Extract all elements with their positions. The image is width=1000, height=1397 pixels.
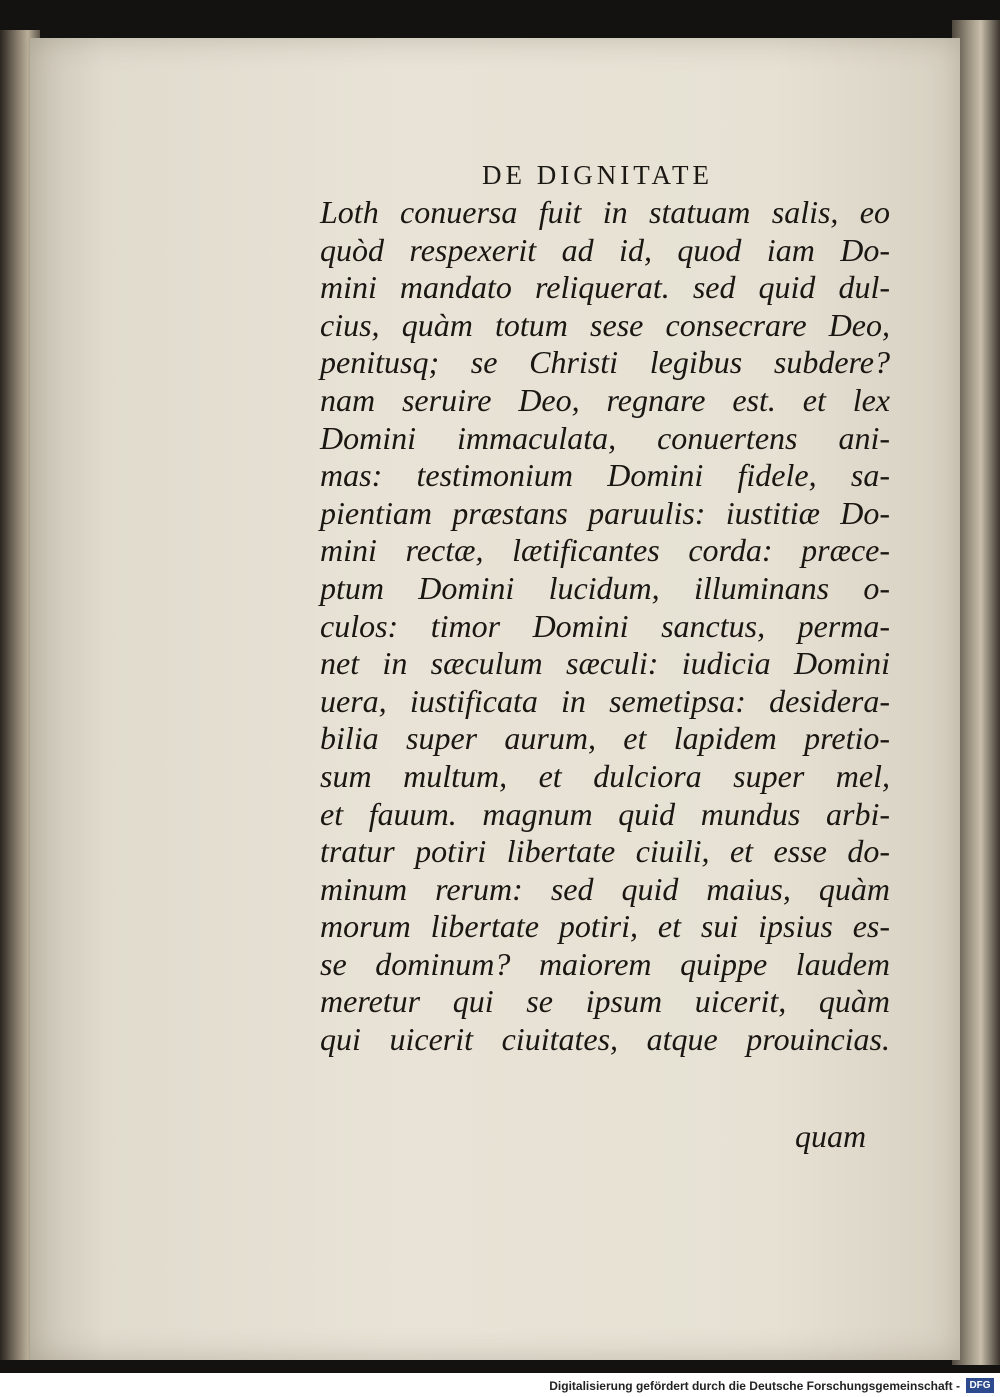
text-line: morum libertate potiri, et sui ipsius es- [320, 908, 890, 945]
text-line: penitusq; se Christi legibus subdere? [320, 344, 890, 381]
text-line: mini rectæ, lætificantes corda: præce- [320, 532, 890, 569]
footer-bar [0, 1373, 1000, 1397]
text-line: quòd respexerit ad id, quod iam Do- [320, 231, 890, 268]
text-line: minum rerum: sed quid maius, quàm [320, 870, 890, 907]
text-line: se dominum? maiorem quippe laudem [320, 945, 890, 982]
text-line: Loth conuersa fuit in statuam salis, eo [320, 194, 890, 230]
text-line: tratur potiri libertate ciuili, et esse do- [320, 833, 890, 870]
funding-credit: Digitalisierung gefördert durch die Deutsche Forschungsgemeinschaft - [549, 1379, 960, 1393]
text-line: net in sæculum sæculi: iudicia Domini [320, 645, 890, 682]
body-text [320, 194, 890, 1059]
text-line: cius, quàm totum sese consecrare Deo, [320, 306, 890, 343]
text-line: mas: testimonium Domini fidele, sa- [320, 457, 890, 494]
text-line: pientiam præstans paruulis: iustitiæ Do- [320, 494, 890, 531]
text-line: meretur qui se ipsum uicerit, quàm [320, 983, 890, 1020]
text-line: Domini immaculata, conuertens ani- [320, 419, 890, 456]
text-line: sum multum, et dulciora super mel, [320, 757, 890, 794]
running-title: DE DIGNITATE [482, 160, 714, 190]
text-line: mini mandato reliquerat. sed quid dul- [320, 269, 890, 306]
text-line: qui uicerit ciuitates, atque prouincias. [320, 1021, 890, 1058]
dfg-logo: DFG [966, 1378, 994, 1393]
catchword: quam [795, 1118, 867, 1154]
text-line: et fauum. magnum quid mundus arbi- [320, 795, 890, 832]
text-line: uera, iustificata in semetipsa: desidera- [320, 682, 890, 719]
text-line: nam seruire Deo, regnare est. et lex [320, 381, 890, 418]
text-line: bilia super aurum, et lapidem pretio- [320, 720, 890, 757]
text-line: ptum Domini lucidum, illuminans o- [320, 569, 890, 606]
text-line: culos: timor Domini sanctus, perma- [320, 607, 890, 644]
